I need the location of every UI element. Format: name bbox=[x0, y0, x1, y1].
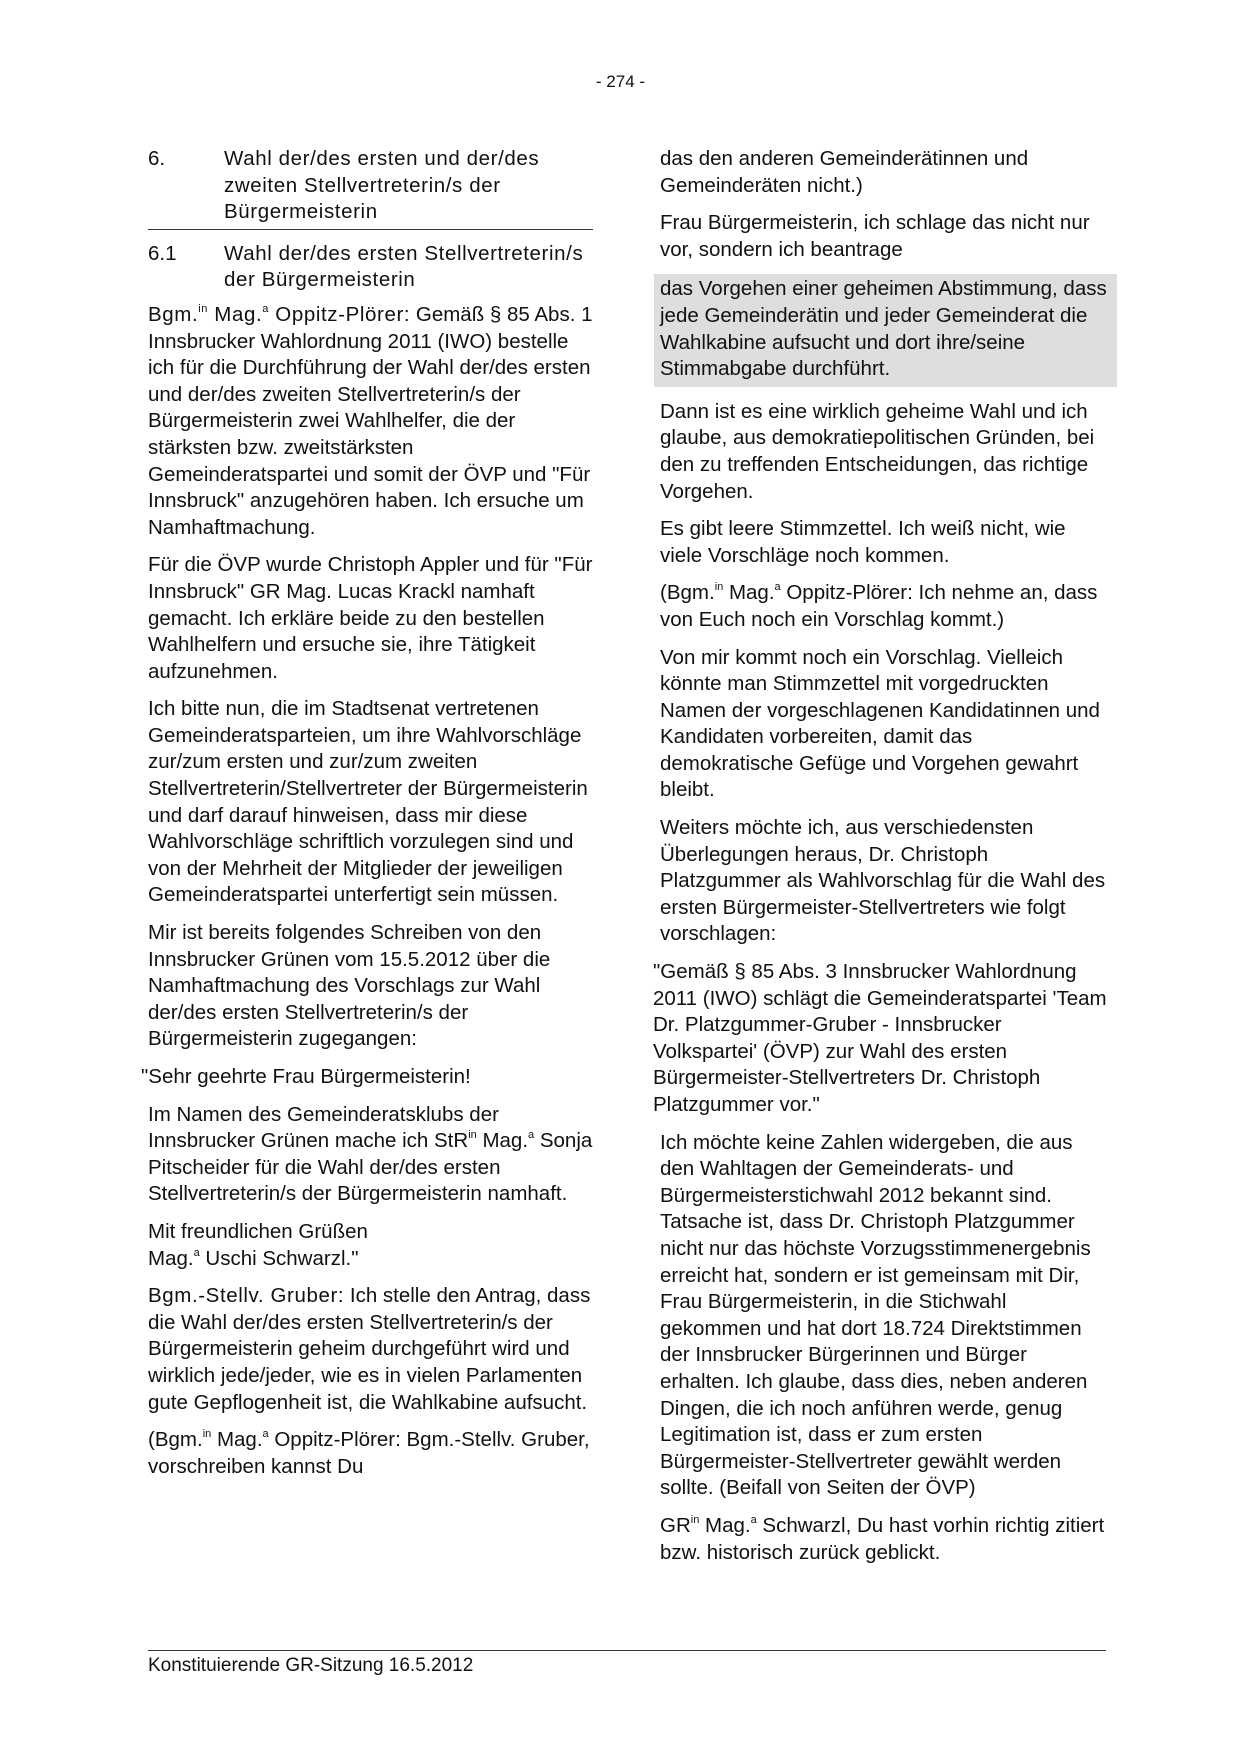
subsection-number: 6.1 bbox=[148, 241, 177, 265]
paragraph-deputy-statement: Bgm.-Stellv. Gruber: Ich stelle den Antrag, dass die Wahl der/des ersten Stellvertreterin/s der Bürgermeisterin geheim durchgeführt wird und wirklich jede/jeder, wie es in vielen Parlamenten gute Gepflogenheit ist, die Wahlkabine aufsucht. bbox=[148, 1284, 591, 1414]
paragraph-interjection: (Bgm.$^{in}$ Mag.$^a$ Oppitz-Plörer: Ich nehme an, dass von Euch noch ein Vorschlag kommt.) bbox=[660, 581, 1098, 631]
section-title: Wahl der/des ersten und der/des zweiten Stellvertreterin/s der Bürgermeisterin bbox=[224, 147, 540, 224]
paragraph: Frau Bürgermeisterin, ich schlage das nicht nur vor, sondern ich beantrage bbox=[660, 211, 1090, 261]
paragraph: Dann ist es eine wirklich geheime Wahl und ich glaube, aus demokratiepolitischen Gründen, bei den zu treffenden Entscheidungen, das richtige Vorgehen. bbox=[660, 399, 1095, 503]
paragraph: das den anderen Gemeinderätinnen und Gemeinderäten nicht.) bbox=[660, 147, 1029, 197]
section-number: 6. bbox=[148, 147, 166, 170]
paragraph-mayor-statement: Bgm.$^{in}$ Mag.$^a$ Oppitz-Plörer: Gemäß § 85 Abs. 1 Innsbrucker Wahlordnung 2011 (IWO) bestelle ich für die Durchführung der Wahl der/des ersten und der/des zweiten Stellvertreterin/s der Bürgermeisterin zwei Wahlhelfer, die der stärksten bzw. zweitstärksten Gemeinderatspartei und somit der ÖVP und "Für Innsbruck" anzugehören haben. Ich ersuche um Namhaftmachung. bbox=[148, 302, 593, 539]
paragraph: Für die ÖVP wurde Christoph Appler und für "Für Innsbruck" GR Mag. Lucas Krackl namhaft gemacht. Ich erkläre beide zu den bestellen Wahlhelfern und ersuche sie, ihre Tätigkeit aufzunehmen. bbox=[148, 553, 593, 683]
paragraph: Ich möchte keine Zahlen widergeben, die aus den Wahltagen der Gemeinderats- und Bürgermeisterstichwahl 2012 bekannt sind. Tatsache ist, dass Dr. Christoph Platzgummer nicht nur das höchste Vorzugsstimmenergebnis erreicht hat, sondern er ist gemeinsam mit Dir, Frau Bürgermeisterin, in die Stichwahl gekommen und hat dort 18.724 Direktstimmen der Innsbrucker Bürgerinnen und Bürger erhalten. Ich glaube, dass dies, neben anderen Dingen, die ich noch anführen werde, genug Legitimation ist, dass er zum ersten Bürgermeister-Stellvertreter gewählt werden sollte. (Beifall von Seiten der ÖVP) bbox=[660, 1130, 1091, 1500]
paragraph: Weiters möchte ich, aus verschiedensten Überlegungen heraus, Dr. Christoph Platzgummer als Wahlvorschlag für die Wahl des ersten Bürgermeister-Stellvertreters wie folgt vorschlagen: bbox=[660, 816, 1106, 946]
section-heading bbox=[148, 146, 593, 230]
subsection-title: Wahl der/des ersten Stellvertreterin/s der Bürgermeisterin bbox=[224, 241, 584, 292]
speaker-name: Bgm.-Stellv. Gruber: bbox=[148, 1284, 345, 1308]
paragraph: Ich bitte nun, die im Stadtsenat vertretenen Gemeinderatsparteien, um ihre Wahlvorschläge zur/zum ersten und zur/zum zweiten Stellvertreterin/Stellvertreter der Bürgermeisterin und darf darauf hinweisen, dass mir diese Wahlvorschläge schriftlich vorzulegen sind und von der Mehrheit der Mitglieder der jeweiligen Gemeinderatspartei unterfertigt sein müssen. bbox=[148, 697, 588, 907]
subsection-heading bbox=[148, 241, 593, 294]
speaker-name: Bgm.$^{in}$ Mag.$^a$ Oppitz-Plörer: bbox=[148, 302, 411, 326]
paragraph: Von mir kommt noch ein Vorschlag. Vielleich könnte man Stimmzettel mit vorgedruckten Namen der vorgeschlagenen Kandidatinnen und Kandidaten vorbereiten, damit das demokratische Gefüge und Vorgehen gewahrt bleibt. bbox=[660, 645, 1100, 802]
letter-salutation: "Sehr geehrte Frau Bürgermeisterin! bbox=[141, 1065, 471, 1088]
highlighted-paragraph: das Vorgehen einer geheimen Abstimmung, dass jede Gemeinderätin und jeder Gemeinderat die Wahlkabine aufsucht und dort ihre/seine Stimmabgabe durchführt. bbox=[654, 274, 1117, 386]
page-number: - 274 - bbox=[595, 72, 646, 91]
right-column bbox=[653, 146, 1108, 1577]
left-column bbox=[141, 146, 593, 1491]
paragraph-interjection: (Bgm.$^{in}$ Mag.$^a$ Oppitz-Plörer: Bgm.-Stellv. Gruber, vorschreiben kannst Du bbox=[148, 1428, 590, 1478]
quoted-proposal: "Gemäß § 85 Abs. 3 Innsbrucker Wahlordnung 2011 (IWO) schlägt die Gemeinderatspartei 'Team Dr. Platzgummer-Gruber - Innsbrucker Volkspartei' (ÖVP) zur Wahl des ersten Bürgermeister-Stellvertreters Dr. Christoph Platzgummer vor." bbox=[653, 960, 1107, 1116]
letter-closing: Mit freundlichen Grüßen Mag.$^a$ Uschi Schwarzl." bbox=[148, 1219, 368, 1270]
footer-divider bbox=[148, 1650, 1106, 1651]
footer-text: Konstituierende GR-Sitzung 16.5.2012 bbox=[148, 1655, 474, 1676]
paragraph: $GR^{in}$ Mag.$^a$ Schwarzl, Du hast vorhin richtig zitiert bzw. historisch zurück geblickt. bbox=[660, 1513, 1105, 1564]
paragraph: Mir ist bereits folgendes Schreiben von den Innsbrucker Grünen vom 15.5.2012 über die Namhaftmachung des Vorschlags zur Wahl der/des ersten Stellvertreterin/s der Bürgermeisterin zugegangen: bbox=[148, 921, 551, 1051]
paragraph: Es gibt leere Stimmzettel. Ich weiß nicht, wie viele Vorschläge noch kommen. bbox=[660, 517, 1066, 567]
letter-body: Im Namen des Gemeinderatsklubs der Innsbrucker Grünen mache ich StR$^{in}$ Mag.$^a$ Sonja Pitscheider für die Wahl der/des ersten Stellvertreterin/s der Bürgermeisterin namhaft. bbox=[148, 1102, 593, 1206]
